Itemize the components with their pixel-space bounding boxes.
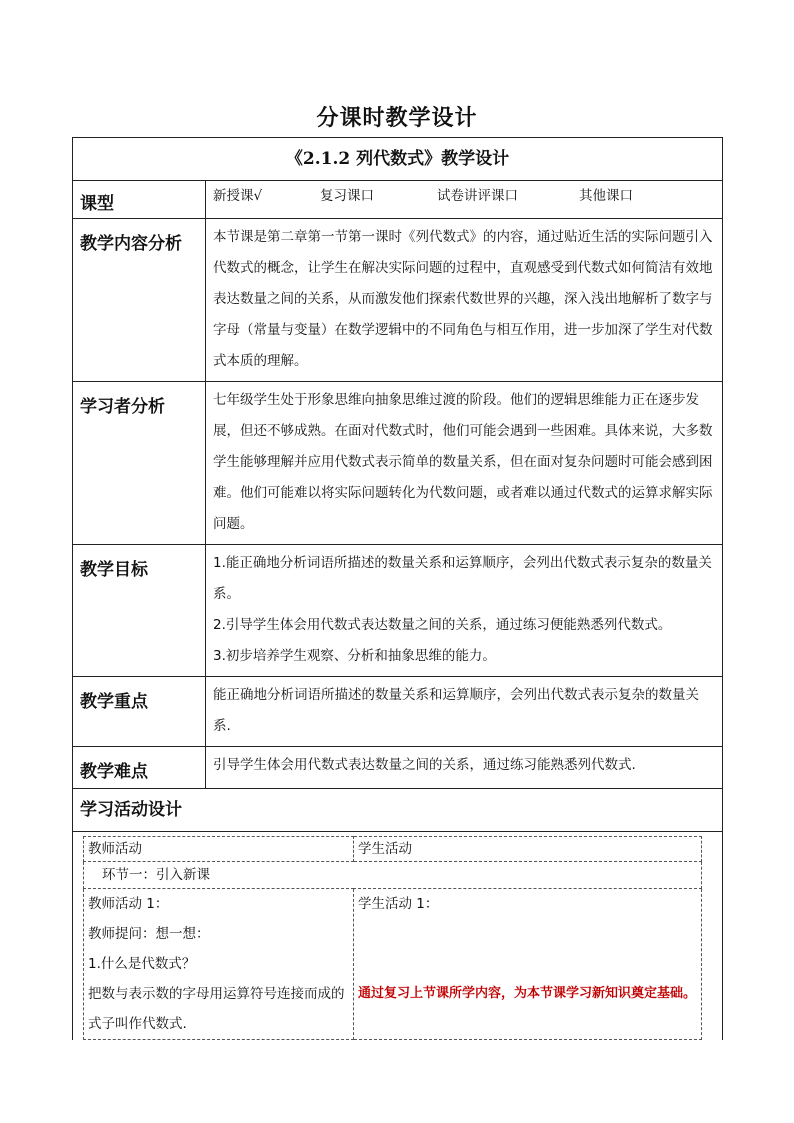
teacher-activity-1-line: 教师提问：想一想：	[88, 926, 210, 942]
difficulties-text: 引导学生体会用代数式表达数量之间的关系，通过练习能熟悉列代数式.	[206, 747, 723, 789]
lesson-type-label: 课型	[73, 181, 206, 219]
page-title: 分课时教学设计	[316, 105, 478, 131]
student-activity-1-title: 学生活动 1：	[358, 896, 439, 912]
difficulties-label: 教学难点	[73, 747, 206, 789]
key-points-label: 教学重点	[73, 677, 206, 747]
lesson-type-option-review: 复习课口	[320, 188, 374, 204]
student-activity-1	[354, 889, 702, 1040]
objective-item: 2.引导学生体会用代数式表达数量之间的关系，通过练习便能熟悉列代数式。	[213, 617, 672, 633]
lesson-type-option-exam-review: 试卷讲评课口	[437, 188, 518, 204]
lesson-type-options	[206, 181, 723, 219]
lesson-type-option-new: 新授课√	[213, 188, 263, 204]
activity-design-body	[73, 832, 723, 1041]
student-activity-header: 学生活动	[354, 837, 702, 862]
stage-1-title: 环节一：引入新课	[84, 862, 702, 889]
student-activity-1-note: 通过复习上节课所学内容，为本节课学习新知识奠定基础。	[358, 986, 697, 1001]
objective-item: 1.能正确地分析词语所描述的数量关系和运算顺序，会列出代数式表示复杂的数量关系。	[213, 555, 712, 602]
teacher-activity-1-line: 1.什么是代数式？	[88, 956, 196, 972]
lesson-banner: 《2.1.2 列代数式》教学设计	[73, 138, 723, 181]
lesson-design-table	[72, 137, 723, 1040]
content-analysis-text: 本节课是第二章第一节第一课时《列代数式》的内容，通过贴近生活的实际问题引入代数式的概念，让学生在解决实际问题的过程中，直观感受到代数式如何简洁有效地表达数量之间的关系，从而激发他们探索代数世界的兴趣，深入浅出地解析了数字与字母（常量与变量）在数学逻辑中的不同角色与相互作用，进一步加深了学生对代数式本质的理解。	[206, 219, 723, 382]
lesson-type-option-other: 其他课口	[579, 188, 633, 204]
teacher-activity-1	[84, 889, 354, 1040]
learner-analysis-text: 七年级学生处于形象思维向抽象思维过渡的阶段。他们的逻辑思维能力正在逐步发展，但还不够成熟。在面对代数式时，他们可能会遇到一些困难。具体来说，大多数学生能够理解并应用代数式表示简单的数量关系，但在面对复杂问题时可能会感到困难。他们可能难以将实际问题转化为代数问题，或者难以通过代数式的运算求解实际问题。	[206, 382, 723, 545]
objectives-label: 教学目标	[73, 545, 206, 677]
activity-table	[83, 836, 702, 1040]
objectives-list	[206, 545, 723, 677]
teacher-activity-1-line: 把数与表示数的字母用运算符号连接而成的式子叫作代数式.	[88, 986, 345, 1032]
key-points-text: 能正确地分析词语所描述的数量关系和运算顺序，会列出代数式表示复杂的数量关系.	[206, 677, 723, 747]
content-analysis-label: 教学内容分析	[73, 219, 206, 382]
learner-analysis-label: 学习者分析	[73, 382, 206, 545]
activity-design-title: 学习活动设计	[73, 789, 723, 832]
teacher-activity-1-title: 教师活动 1：	[88, 896, 169, 912]
objective-item: 3.初步培养学生观察、分析和抽象思维的能力。	[213, 648, 496, 664]
teacher-activity-header: 教师活动	[84, 837, 354, 862]
